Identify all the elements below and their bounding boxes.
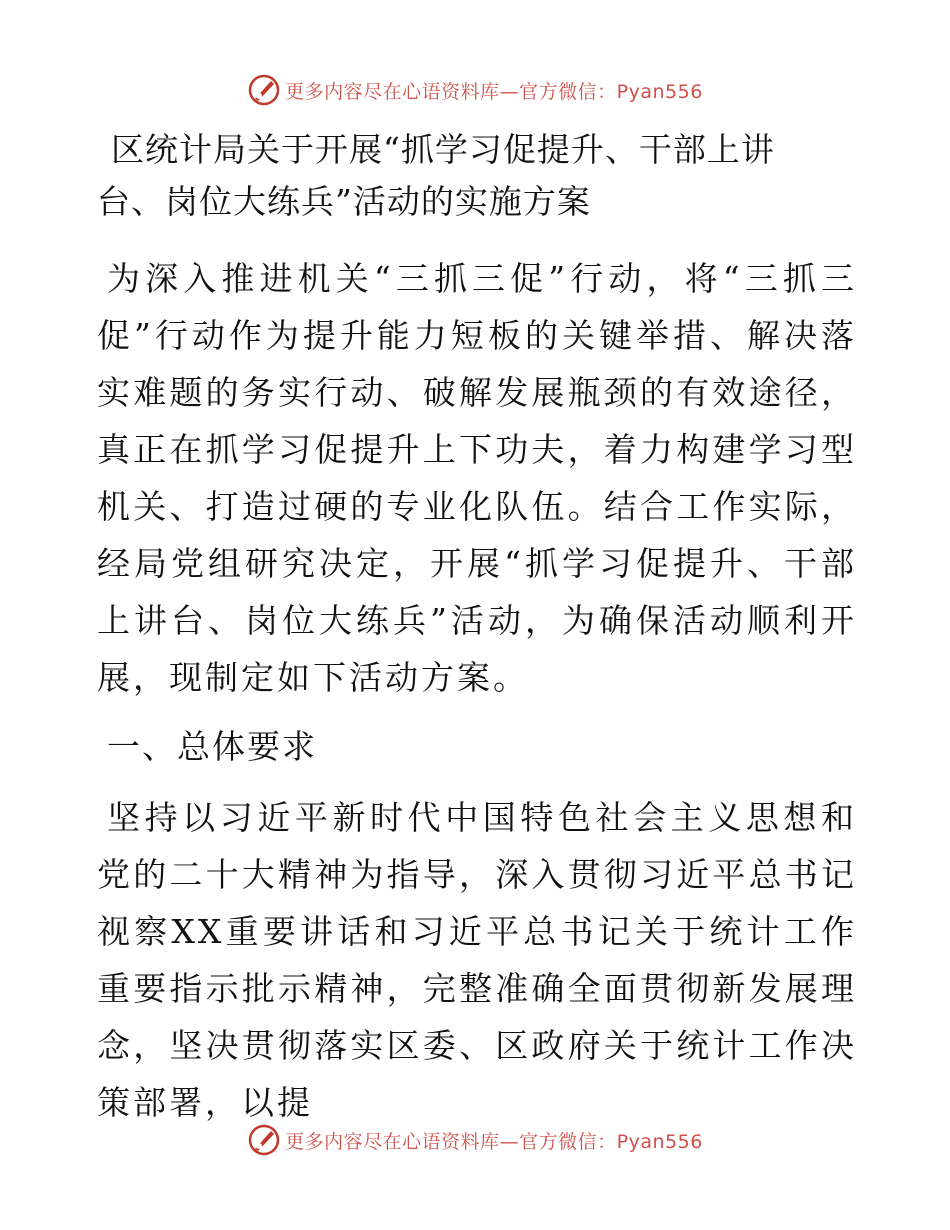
footer-watermark-banner xyxy=(0,1120,950,1160)
quill-seal-icon xyxy=(247,73,281,107)
header-watermark-banner xyxy=(0,70,950,110)
document-body xyxy=(97,120,857,1131)
title-line-1: 区统计局关于开展“抓学习促提升、干部上讲 xyxy=(111,130,775,169)
document-title xyxy=(97,124,831,228)
paragraph-general-requirements-text: 坚持以习近平新时代中国特色社会主义思想和党的二十大精神为指导，深入贯彻习近平总书记视察XX重要讲话和习近平总书记关于统计工作重要指示批示精神，完整准确全面贯彻新发展理念，坚决贯彻落实区委、区政府关于统计工作决策部署，以提 xyxy=(97,798,857,1122)
paragraph-general-requirements xyxy=(97,789,857,1131)
paragraph-intro xyxy=(97,250,857,706)
watermark-text: 更多内容尽在心语资料库—官方微信：Pyan556 xyxy=(285,80,703,103)
section-heading-general-requirements: 一、总体要求 xyxy=(107,727,317,766)
title-line-2: 台、岗位大练兵”活动的实施方案 xyxy=(97,182,591,221)
paragraph-intro-text: 为深入推进机关“三抓三促”行动，将“三抓三促”行动作为提升能力短板的关键举措、解决落实难题的务实行动、破解发展瓶颈的有效途径，真正在抓学习促提升上下功夫，着力构建学习型机关、打造过硬的专业化队伍。结合工作实际，经局党组研究决定，开展“抓学习促提升、干部上讲台、岗位大练兵”活动，为确保活动顺利开展，现制定如下活动方案。 xyxy=(97,259,857,697)
watermark-text: 更多内容尽在心语资料库—官方微信：Pyan556 xyxy=(285,1130,703,1153)
quill-seal-icon xyxy=(247,1123,281,1157)
